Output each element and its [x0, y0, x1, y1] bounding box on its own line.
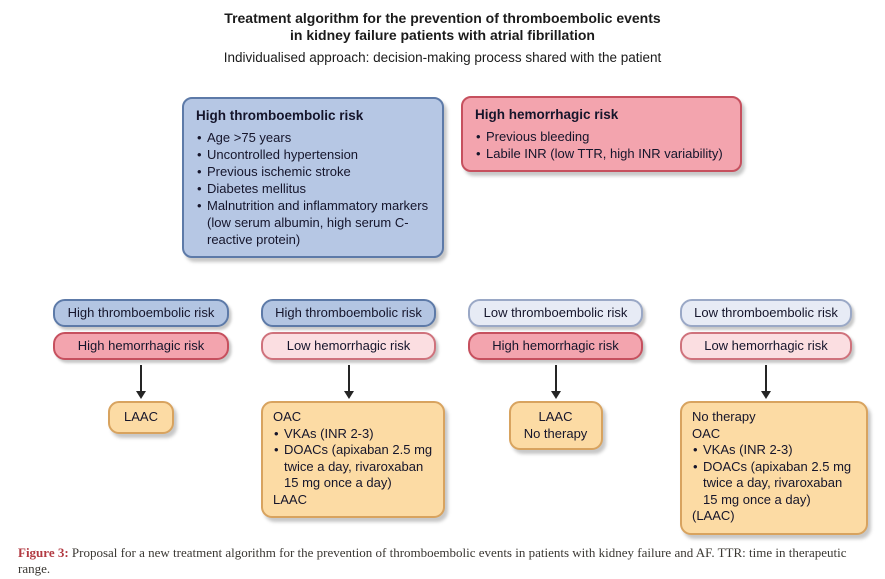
- treatment-bullet-item: • VKAs (INR 2-3): [273, 426, 433, 443]
- figure-caption-text: Proposal for a new treatment algorithm for the prevention of thromboembolic events in patients with kidney failure and AF. TTR: time in therapeutic range.: [18, 545, 847, 576]
- treatment-item: OAC: [273, 409, 302, 424]
- treatment-bullet-item: • DOACs (apixaban 2.5 mg twice a day, rivaroxaban 15 mg once a day): [273, 442, 433, 492]
- thromboembolic-risk-heading: High thromboembolic risk: [196, 108, 364, 123]
- hemorrhagic-risk-pill: High hemorrhagic risk: [53, 332, 229, 360]
- title-line-2: in kidney failure patients with atrial fibrillation: [290, 27, 595, 43]
- treatment-outcome-list: [513, 409, 599, 442]
- decision-column: [680, 299, 852, 535]
- bullet-item: • Previous ischemic stroke: [196, 163, 430, 180]
- bullet-item: • Diabetes mellitus: [196, 180, 430, 197]
- hemorrhagic-risk-pill: High hemorrhagic risk: [468, 332, 643, 360]
- decision-column: [261, 299, 436, 518]
- treatment-item: LAAC: [538, 409, 573, 424]
- arrow-shaft: [140, 365, 142, 391]
- treatment-outcome-box: [261, 401, 445, 518]
- thromboembolic-risk-pill: Low thromboembolic risk: [680, 299, 852, 327]
- treatment-outcome-list: [112, 409, 170, 426]
- arrow-head: [136, 391, 146, 399]
- arrow-head: [761, 391, 771, 399]
- hemorrhagic-risk-pill: Low hemorrhagic risk: [680, 332, 852, 360]
- decision-column: [468, 299, 643, 450]
- thromboembolic-risk-pill: High thromboembolic risk: [53, 299, 229, 327]
- bullet-item: • Previous bleeding: [475, 128, 728, 145]
- treatment-item: OAC: [692, 425, 721, 441]
- treatment-item: LAAC: [273, 491, 307, 507]
- title-subtitle: Individualised approach: decision-making process shared with the patient: [223, 50, 662, 65]
- bullet-item: • Age >75 years: [196, 129, 430, 146]
- thromboembolic-risk-pill: High thromboembolic risk: [261, 299, 436, 327]
- treatment-bullet-item: • DOACs (apixaban 2.5 mg twice a day, rivaroxaban 15 mg once a day): [692, 459, 856, 509]
- hemorrhagic-risk-bullet-list: [475, 128, 728, 162]
- down-arrow-icon: [680, 360, 852, 400]
- down-arrow-icon: [53, 360, 229, 400]
- figure-caption-label: Figure 3:: [18, 545, 69, 560]
- arrow-head: [344, 391, 354, 399]
- bullet-item: • Malnutrition and inflammatory markers (low serum albumin, high serum C-reactive protein): [196, 197, 430, 248]
- treatment-outcome-box: [680, 401, 868, 535]
- high-thromboembolic-risk-definition-box: [182, 97, 444, 258]
- hemorrhagic-risk-heading: High hemorrhagic risk: [475, 107, 619, 122]
- treatment-bullet-item: • VKAs (INR 2-3): [692, 442, 856, 459]
- bullet-item: • Labile INR (low TTR, high INR variability): [475, 145, 728, 162]
- title-line-1: Treatment algorithm for the prevention of thromboembolic events: [224, 10, 661, 26]
- arrow-shaft: [555, 365, 557, 391]
- decision-column: [53, 299, 229, 434]
- treatment-item: No therapy: [692, 409, 756, 424]
- treatment-item: LAAC: [124, 409, 158, 424]
- thromboembolic-risk-pill: Low thromboembolic risk: [468, 299, 643, 327]
- treatment-outcome-box: [509, 401, 603, 450]
- treatment-outcome-list: [692, 409, 856, 525]
- arrow-head: [551, 391, 561, 399]
- treatment-item: (LAAC): [692, 508, 735, 523]
- arrow-shaft: [348, 365, 350, 391]
- figure-caption: [18, 545, 870, 577]
- down-arrow-icon: [261, 360, 436, 400]
- bullet-item: • Uncontrolled hypertension: [196, 146, 430, 163]
- treatment-item: No therapy: [523, 425, 588, 441]
- treatment-outcome-box: [108, 401, 174, 434]
- figure-title: [0, 10, 885, 66]
- thromboembolic-risk-bullet-list: [196, 129, 430, 248]
- arrow-shaft: [765, 365, 767, 391]
- down-arrow-icon: [468, 360, 643, 400]
- high-hemorrhagic-risk-definition-box: [461, 96, 742, 172]
- treatment-outcome-list: [273, 409, 433, 508]
- hemorrhagic-risk-pill: Low hemorrhagic risk: [261, 332, 436, 360]
